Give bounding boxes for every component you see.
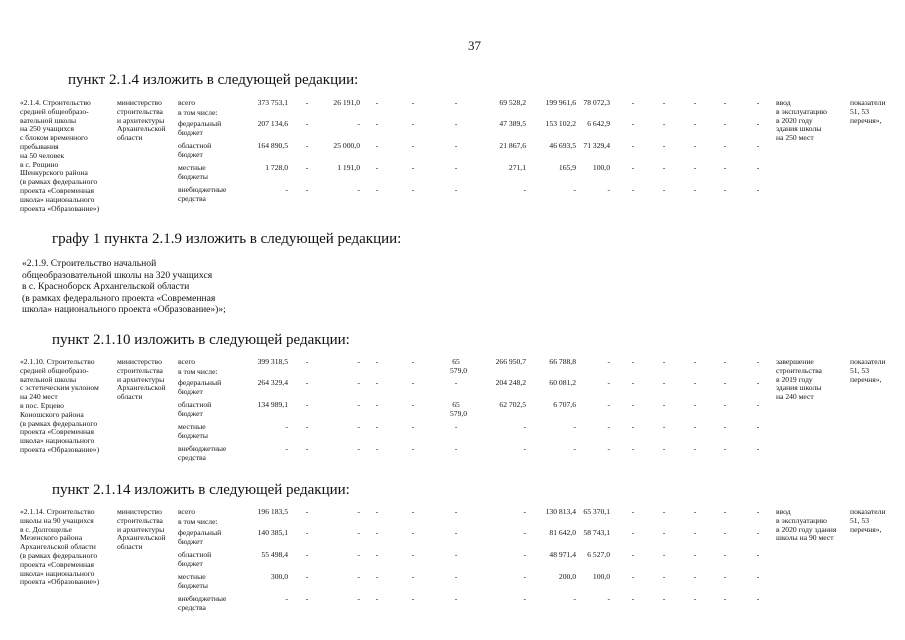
funding-value: - [631, 550, 635, 559]
funding-value: - [693, 185, 697, 194]
funding-value: - [662, 572, 666, 581]
funding-source-label: в том числе: [178, 367, 218, 376]
funding-value: - [693, 550, 697, 559]
funding-value: 1 191,0 [337, 163, 360, 172]
funding-value: - [693, 163, 697, 172]
funding-value: - [756, 422, 760, 431]
funding-value: - [693, 119, 697, 128]
funding-value: - [723, 98, 727, 107]
funding-source-label: областной бюджет [178, 141, 212, 159]
funding-value: - [523, 528, 526, 537]
funding-value: 60 081,2 [549, 378, 576, 387]
funding-value: - [305, 357, 309, 366]
funding-value: - [375, 400, 379, 409]
funding-value: 65 579,0 [450, 400, 468, 418]
funding-value: 66 788,8 [549, 357, 576, 366]
funding-value: - [357, 185, 360, 194]
expected-result: ввод в эксплуатацию в 2020 году здания школы на 90 мест [776, 507, 837, 543]
funding-value: - [723, 507, 727, 516]
funding-value: 300,0 [270, 572, 288, 581]
page-number: 37 [468, 38, 481, 53]
project-name: «2.1.10. Строительство средней общеобразо- вательной школы с эстетическим уклоном на 240 мест в пос. Ерцево Коношского района (в рамках федерального проекта «Современная школа» национального проекта «Образование») [20, 357, 100, 454]
funding-source-label: внебюджетные средства [178, 444, 227, 462]
funding-source-label: федеральный бюджет [178, 119, 222, 137]
funding-source-label: в том числе: [178, 108, 218, 117]
funding-value: - [523, 572, 526, 581]
funding-value: - [693, 400, 697, 409]
executor: министерство строительства и архитектуры Архангельской области [117, 98, 166, 143]
funding-value: 62 702,5 [499, 400, 526, 409]
funding-value: 373 753,1 [257, 98, 288, 107]
funding-value: - [662, 444, 666, 453]
funding-value: - [693, 507, 697, 516]
heading-p214: пункт 2.1.4 изложить в следующей редакции: [68, 72, 359, 88]
funding-value: - [573, 594, 576, 603]
funding-value: - [723, 572, 727, 581]
funding-value: 204 248,2 [495, 378, 526, 387]
funding-source-label: внебюджетные средства [178, 594, 227, 612]
funding-value: - [607, 594, 610, 603]
indicators: показатели 51, 53 перечня», [850, 98, 886, 125]
funding-value: 71 329,4 [583, 141, 610, 150]
funding-value: - [411, 185, 415, 194]
funding-value: - [631, 141, 635, 150]
funding-value: - [357, 507, 360, 516]
funding-value: - [454, 422, 458, 431]
funding-value: - [662, 141, 666, 150]
funding-value: - [723, 119, 727, 128]
funding-value: - [305, 98, 309, 107]
funding-value: - [607, 422, 610, 431]
funding-value: - [357, 422, 360, 431]
funding-value: 399 318,5 [257, 357, 288, 366]
funding-value: - [454, 507, 458, 516]
funding-value: - [756, 119, 760, 128]
funding-value: - [411, 98, 415, 107]
funding-value: 58 743,1 [583, 528, 610, 537]
funding-value: - [723, 444, 727, 453]
funding-value: - [662, 422, 666, 431]
funding-value: - [357, 119, 360, 128]
funding-value: 200,0 [558, 572, 576, 581]
funding-value: - [756, 550, 760, 559]
funding-value: - [523, 422, 526, 431]
funding-value: - [357, 572, 360, 581]
funding-value: - [357, 550, 360, 559]
funding-value: - [305, 444, 309, 453]
funding-value: - [375, 98, 379, 107]
funding-value: - [631, 185, 635, 194]
funding-value: - [693, 378, 697, 387]
funding-value: - [411, 507, 415, 516]
funding-value: - [285, 444, 288, 453]
funding-value: - [756, 507, 760, 516]
funding-value: - [375, 572, 379, 581]
funding-value: 100,0 [592, 572, 610, 581]
funding-value: - [756, 185, 760, 194]
funding-value: 271,1 [508, 163, 526, 172]
funding-value: - [454, 378, 458, 387]
indicators: показатели 51, 53 перечня», [850, 357, 886, 384]
funding-source-label: внебюджетные средства [178, 185, 227, 203]
funding-source-label: местные бюджеты [178, 422, 208, 440]
funding-value: - [454, 444, 458, 453]
funding-value: 134 989,1 [257, 400, 288, 409]
funding-value: - [454, 119, 458, 128]
funding-value: - [693, 98, 697, 107]
funding-value: - [411, 400, 415, 409]
funding-value: - [375, 141, 379, 150]
funding-value: - [662, 119, 666, 128]
funding-value: - [756, 400, 760, 409]
funding-value: - [305, 378, 309, 387]
funding-source-label: областной бюджет [178, 400, 212, 418]
funding-value: - [631, 400, 635, 409]
funding-value: - [305, 119, 309, 128]
funding-value: 55 498,4 [261, 550, 288, 559]
funding-value: - [723, 528, 727, 537]
funding-value: - [756, 594, 760, 603]
funding-source-label: всего [178, 357, 196, 366]
funding-value: - [523, 594, 526, 603]
funding-value: - [723, 185, 727, 194]
funding-value: - [375, 378, 379, 387]
funding-value: - [375, 185, 379, 194]
funding-value: 164 890,5 [257, 141, 288, 150]
funding-value: - [756, 98, 760, 107]
funding-value: 207 134,6 [257, 119, 288, 128]
funding-value: - [454, 572, 458, 581]
funding-source-label: местные бюджеты [178, 572, 208, 590]
funding-value: - [454, 594, 458, 603]
heading-p219: графу 1 пункта 2.1.9 изложить в следующей редакции: [52, 231, 402, 247]
funding-value: 48 971,4 [549, 550, 576, 559]
funding-value: - [305, 528, 309, 537]
funding-value: - [454, 185, 458, 194]
funding-value: - [756, 528, 760, 537]
funding-value: - [607, 185, 610, 194]
funding-value: - [693, 357, 697, 366]
funding-value: - [723, 400, 727, 409]
funding-source-label: федеральный бюджет [178, 528, 222, 546]
paragraph-219: «2.1.9. Строительство начальной общеобразовательной школы на 320 учащихся в с. Красноборск Архангельской области (в рамках федерального проекта «Современная школа» национального проекта «Образование»)»; [22, 258, 226, 316]
funding-value: - [693, 572, 697, 581]
funding-value: - [523, 444, 526, 453]
funding-value: - [357, 444, 360, 453]
funding-value: 46 693,5 [549, 141, 576, 150]
funding-value: - [305, 141, 309, 150]
funding-value: - [756, 572, 760, 581]
funding-value: - [723, 550, 727, 559]
funding-value: - [631, 444, 635, 453]
funding-value: - [411, 163, 415, 172]
funding-value: - [305, 594, 309, 603]
funding-value: - [693, 141, 697, 150]
funding-value: - [305, 400, 309, 409]
funding-value: - [607, 400, 610, 409]
funding-value: - [375, 422, 379, 431]
funding-value: - [662, 550, 666, 559]
funding-value: - [411, 550, 415, 559]
funding-value: - [375, 444, 379, 453]
executor: министерство строительства и архитектуры Архангельской области [117, 507, 166, 552]
funding-value: - [756, 163, 760, 172]
heading-p2110: пункт 2.1.10 изложить в следующей редакции: [52, 332, 350, 348]
funding-value: - [607, 444, 610, 453]
funding-value: - [573, 185, 576, 194]
project-name: «2.1.14. Строительство школы на 90 учащихся в с. Долгощелье Мезенского района Архангельской области (в рамках федерального проекта «Современная школа» национального проекта «Образование») [20, 507, 100, 587]
funding-value: - [375, 163, 379, 172]
funding-value: 65 370,1 [583, 507, 610, 516]
funding-value: 25 000,0 [333, 141, 360, 150]
funding-value: - [523, 507, 526, 516]
funding-value: - [631, 507, 635, 516]
funding-value: - [411, 119, 415, 128]
funding-source-label: областной бюджет [178, 550, 212, 568]
funding-value: - [411, 444, 415, 453]
funding-value: 153 102,2 [545, 119, 576, 128]
funding-source-label: всего [178, 507, 196, 516]
funding-value: 165,9 [558, 163, 576, 172]
funding-value: - [723, 378, 727, 387]
funding-value: - [631, 119, 635, 128]
funding-value: - [631, 422, 635, 431]
funding-source-label: федеральный бюджет [178, 378, 222, 396]
funding-value: - [411, 528, 415, 537]
funding-value: - [662, 185, 666, 194]
funding-value: - [305, 185, 309, 194]
funding-value: - [662, 400, 666, 409]
funding-value: - [662, 98, 666, 107]
funding-value: 65 579,0 [450, 357, 468, 375]
funding-value: - [285, 594, 288, 603]
funding-value: - [693, 444, 697, 453]
funding-value: - [662, 528, 666, 537]
funding-value: 26 191,0 [333, 98, 360, 107]
funding-value: - [454, 163, 458, 172]
funding-value: - [573, 422, 576, 431]
funding-value: - [411, 572, 415, 581]
funding-value: - [756, 141, 760, 150]
expected-result: завершение строительства в 2019 году здания школы на 240 мест [776, 357, 822, 402]
funding-value: - [357, 594, 360, 603]
funding-value: - [723, 422, 727, 431]
funding-value: 6 707,6 [553, 400, 576, 409]
funding-value: - [573, 444, 576, 453]
funding-value: - [305, 572, 309, 581]
funding-value: - [756, 444, 760, 453]
funding-value: 140 385,1 [257, 528, 288, 537]
indicators: показатели 51, 53 перечня», [850, 507, 886, 534]
funding-value: - [607, 357, 610, 366]
funding-value: - [357, 357, 360, 366]
expected-result: ввод в эксплуатацию в 2020 году здания школы на 250 мест [776, 98, 827, 143]
funding-value: - [693, 528, 697, 537]
funding-value: - [631, 572, 635, 581]
funding-value: - [756, 378, 760, 387]
funding-value: - [454, 98, 458, 107]
funding-value: - [454, 528, 458, 537]
funding-value: 100,0 [592, 163, 610, 172]
funding-value: - [305, 507, 309, 516]
funding-value: 47 389,5 [499, 119, 526, 128]
funding-value: - [607, 378, 610, 387]
funding-value: - [411, 422, 415, 431]
funding-value: - [756, 357, 760, 366]
funding-value: - [662, 163, 666, 172]
funding-value: - [523, 550, 526, 559]
funding-value: - [357, 378, 360, 387]
funding-value: - [411, 357, 415, 366]
funding-value: - [375, 357, 379, 366]
funding-value: - [723, 163, 727, 172]
executor: министерство строительства и архитектуры Архангельской области [117, 357, 166, 402]
funding-value: - [357, 528, 360, 537]
funding-value: 21 867,6 [499, 141, 526, 150]
funding-value: 6 527,0 [587, 550, 610, 559]
project-name: «2.1.4. Строительство средней общеобразо- вательной школы на 250 учащихся с блоком временного пребывания на 50 человек в с. Рощино Шенкурского района (в рамках федерального проекта «Современная школа» национального проекта «Образование») [20, 98, 100, 213]
funding-value: - [631, 357, 635, 366]
funding-value: - [631, 594, 635, 603]
funding-value: - [411, 594, 415, 603]
funding-value: - [693, 422, 697, 431]
funding-value: - [723, 357, 727, 366]
funding-value: - [631, 378, 635, 387]
funding-value: - [375, 594, 379, 603]
funding-value: - [631, 98, 635, 107]
funding-source-label: в том числе: [178, 517, 218, 526]
funding-value: - [305, 422, 309, 431]
funding-value: - [375, 550, 379, 559]
funding-value: - [662, 507, 666, 516]
funding-value: - [523, 185, 526, 194]
funding-value: - [693, 594, 697, 603]
funding-value: - [357, 400, 360, 409]
funding-source-label: всего [178, 98, 196, 107]
funding-value: 199 961,6 [545, 98, 576, 107]
funding-value: - [662, 378, 666, 387]
funding-value: - [723, 141, 727, 150]
funding-value: - [411, 141, 415, 150]
funding-value: - [375, 528, 379, 537]
funding-value: - [631, 528, 635, 537]
funding-value: - [411, 378, 415, 387]
funding-value: - [662, 357, 666, 366]
funding-source-label: местные бюджеты [178, 163, 208, 181]
funding-value: - [285, 422, 288, 431]
funding-value: - [454, 550, 458, 559]
funding-value: 264 329,4 [257, 378, 288, 387]
funding-value: - [723, 594, 727, 603]
funding-value: 196 183,5 [257, 507, 288, 516]
funding-value: - [631, 163, 635, 172]
funding-value: - [285, 185, 288, 194]
funding-value: - [662, 594, 666, 603]
funding-value: - [375, 507, 379, 516]
funding-value: 78 072,3 [583, 98, 610, 107]
funding-value: - [454, 141, 458, 150]
heading-p2114: пункт 2.1.14 изложить в следующей редакции: [52, 482, 350, 498]
funding-value: - [305, 550, 309, 559]
funding-value: 130 813,4 [545, 507, 576, 516]
funding-value: 81 642,0 [549, 528, 576, 537]
funding-value: - [375, 119, 379, 128]
funding-value: 1 728,0 [265, 163, 288, 172]
funding-value: - [305, 163, 309, 172]
funding-value: 69 528,2 [499, 98, 526, 107]
funding-value: 6 642,9 [587, 119, 610, 128]
funding-value: 266 950,7 [495, 357, 526, 366]
